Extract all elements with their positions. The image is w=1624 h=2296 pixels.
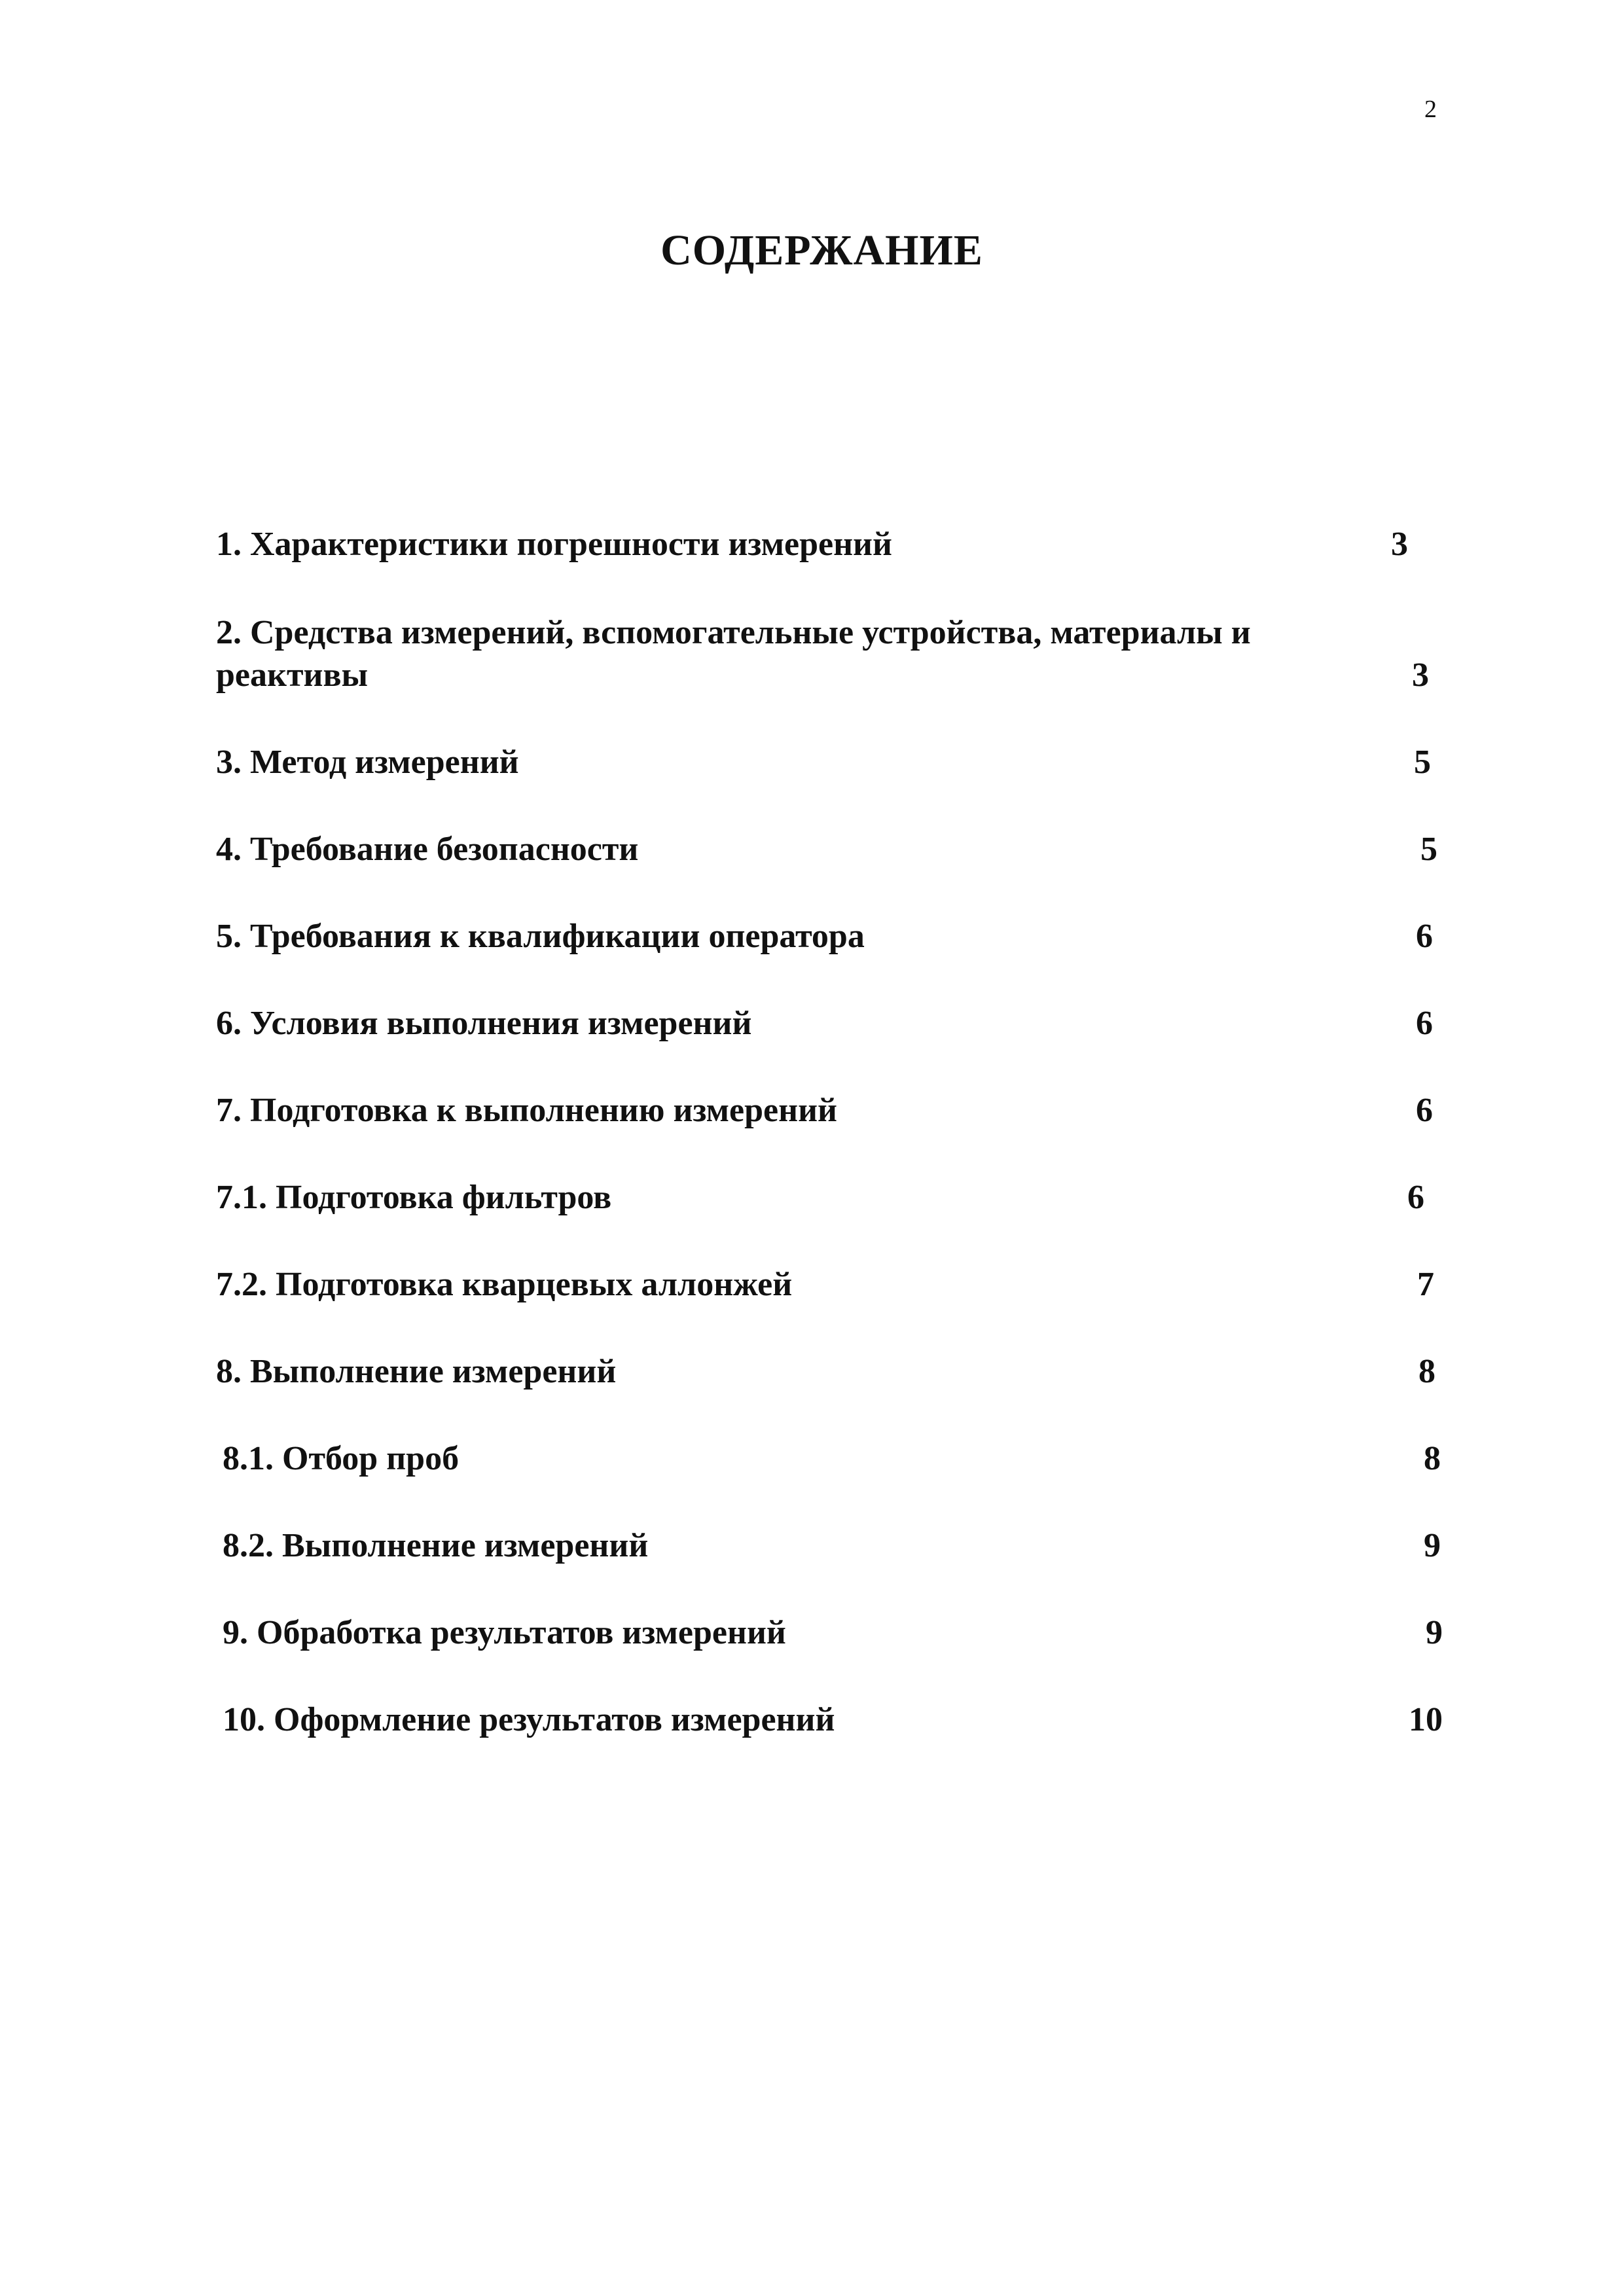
toc-page-7-2: 7	[1417, 1266, 1434, 1303]
toc-entry-9: 9. Обработка результатов измерений	[223, 1614, 786, 1651]
toc-page-8: 8	[1418, 1353, 1435, 1390]
page-number: 2	[1424, 96, 1437, 123]
toc-entry-10: 10. Оформление результатов измерений	[223, 1701, 835, 1738]
toc-page-1: 3	[1391, 526, 1408, 563]
toc-entry-4: 4. Требование безопасности	[216, 831, 639, 868]
toc-entry-8-2: 8.2. Выполнение измерений	[223, 1527, 649, 1564]
toc-entry-1: 1. Характеристики погрешности измерений	[216, 526, 892, 563]
toc-entry-2-continuation: реактивы	[216, 656, 369, 694]
toc-entry-7-2: 7.2. Подготовка кварцевых аллонжей	[216, 1266, 793, 1303]
toc-entry-8-1: 8.1. Отбор проб	[223, 1440, 460, 1477]
toc-page-10: 10	[1409, 1701, 1443, 1738]
toc-entry-3: 3. Метод измерений	[216, 744, 519, 781]
toc-entry-8: 8. Выполнение измерений	[216, 1353, 617, 1390]
toc-page-2: 3	[1412, 656, 1429, 694]
toc-page-9: 9	[1426, 1614, 1443, 1651]
toc-page-5: 6	[1416, 918, 1433, 955]
toc-entry-7: 7. Подготовка к выполнению измерений	[216, 1092, 837, 1129]
page-title: СОДЕРЖАНИЕ	[660, 226, 983, 274]
toc-entry-5: 5. Требования к квалификации оператора	[216, 918, 865, 955]
toc-page-8-2: 9	[1424, 1527, 1441, 1564]
toc-entry-7-1: 7.1. Подготовка фильтров	[216, 1179, 612, 1216]
toc-entry-6: 6. Условия выполнения измерений	[216, 1005, 752, 1042]
toc-page-6: 6	[1416, 1005, 1433, 1042]
toc-page-7-1: 6	[1407, 1179, 1424, 1216]
toc-page-3: 5	[1414, 744, 1431, 781]
toc-page-4: 5	[1420, 831, 1437, 868]
toc-entry-2: 2. Средства измерений, вспомогательные устройства, материалы и	[216, 614, 1251, 651]
toc-page-8-1: 8	[1424, 1440, 1441, 1477]
toc-page-7: 6	[1416, 1092, 1433, 1129]
